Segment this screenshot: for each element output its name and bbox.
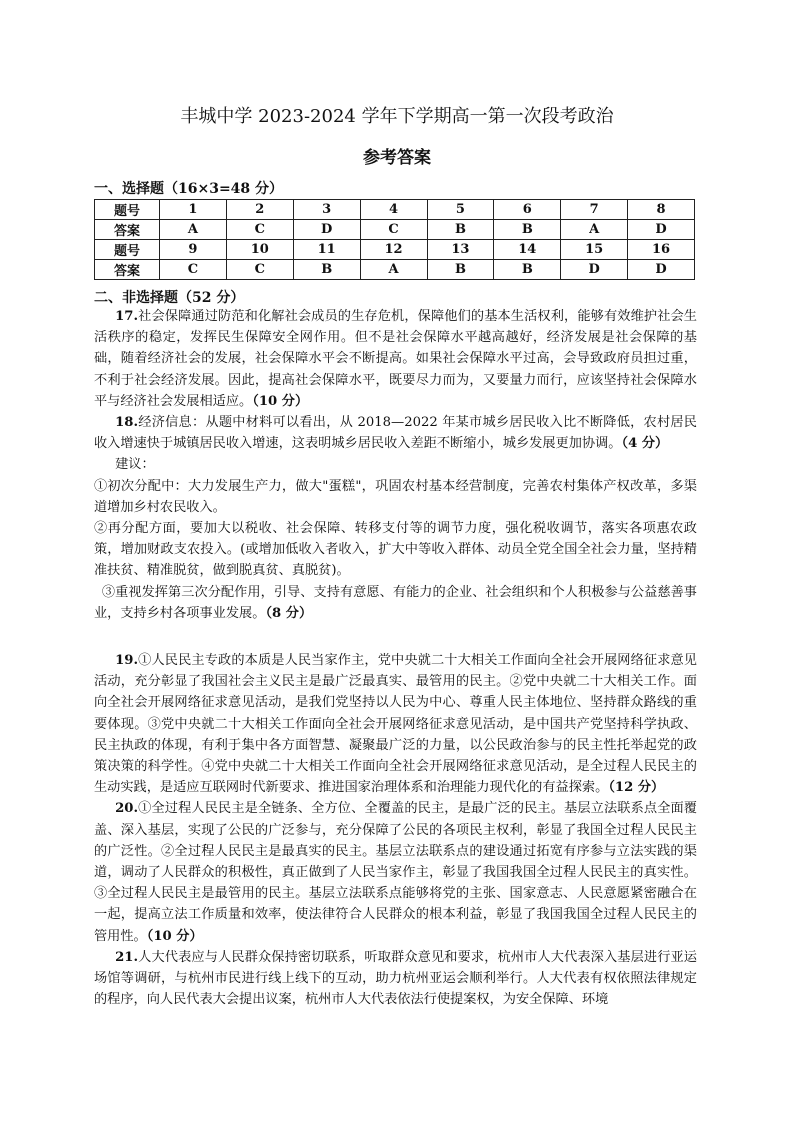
question-number: 17.: [115, 309, 139, 324]
question-number-cell: 2: [226, 200, 293, 220]
answer-cell: B: [494, 220, 561, 240]
question-number-cell: 1: [160, 200, 227, 220]
question-number-cell: 9: [160, 240, 227, 260]
question-number: 18.: [115, 415, 139, 431]
document-title: 丰城中学 2023-2024 学年下学期高一第一次段考政治: [180, 106, 614, 127]
question-number: 19.: [115, 653, 139, 669]
table-row: [95, 220, 695, 240]
answer-cell: D: [293, 220, 360, 240]
table-row: [95, 240, 695, 260]
answer-cell: C: [360, 220, 427, 240]
section-choice-heading: 一、选择题（16×3=48 分）: [94, 181, 284, 197]
answer-20: [94, 798, 697, 946]
essay-answers: [94, 306, 697, 1011]
advice-item-3: [94, 582, 697, 624]
question-number-cell: 16: [628, 240, 695, 260]
row-label-number: 题号: [95, 200, 160, 220]
answer-cell: A: [160, 220, 227, 240]
score-note: （12 分）: [608, 780, 665, 796]
row-label-answer: 答案: [95, 220, 160, 240]
answer-cell: A: [561, 220, 628, 240]
question-number-cell: 6: [494, 200, 561, 220]
answer-text: 经济信息：从题中材料可以看出，从 2018—2022 年某市城乡居民收入比不断降低，农村居民收入增速快于城镇居民收入增速，这表明城乡居民收入差距不断缩小，城乡发展更加协调。: [94, 415, 697, 452]
score-note: （8 分）: [265, 605, 313, 621]
document-subtitle: 参考答案: [363, 148, 431, 168]
score-note: （4 分）: [621, 436, 669, 452]
question-number-cell: 13: [427, 240, 494, 260]
question-number-cell: 15: [561, 240, 628, 260]
question-number-cell: 14: [494, 240, 561, 260]
advice-item-2: ②再分配方面，要加大以税收、社会保障、转移支付等的调节力度，强化税收调节，落实各项惠农政策，增加财政支农投入。(或增加低收入者收入，扩大中等收入群体、动员全党全国全社会力量，坚持精准扶贫、精准脱贫，做到脱真贫、真脱贫)。: [94, 521, 697, 579]
question-number-cell: 7: [561, 200, 628, 220]
spacer: [94, 624, 697, 650]
answer-17: [94, 306, 697, 412]
question-number-cell: 11: [293, 240, 360, 260]
answer-cell: B: [293, 260, 360, 280]
question-number-cell: 3: [293, 200, 360, 220]
answer-cell: C: [226, 220, 293, 240]
answer-text: ③重视发挥第三次分配作用，引导、支持有意愿、有能力的企业、社会组织和个人积极参与公益慈善事业，支持乡村各项事业发展。: [94, 584, 697, 621]
question-number-cell: 12: [360, 240, 427, 260]
answer-cell: D: [628, 260, 695, 280]
row-label-number: 题号: [95, 240, 160, 260]
answer-cell: B: [494, 260, 561, 280]
answer-cell: B: [427, 260, 494, 280]
question-number-cell: 5: [427, 200, 494, 220]
answer-cell: D: [628, 220, 695, 240]
answer-18: [94, 412, 697, 454]
answer-cell: C: [160, 260, 227, 280]
answer-cell: D: [561, 260, 628, 280]
question-number: 21.: [115, 949, 139, 965]
section-essay-heading: 二、非选择题（52 分）: [94, 290, 245, 306]
answer-19: [94, 650, 697, 798]
question-number-cell: 10: [226, 240, 293, 260]
answer-text: 社会保障通过防范和化解社会成员的生存危机，保障他们的基本生活权利，能够有效维护社会生活秩序的稳定，发挥民生保障安全网作用。但不是社会保障水平越高越好，经济发展是社会保障的基础，随着经济社会的发展，社会保障水平会不断提高。如果社会保障水平过高，会导致政府员担过重，不利于社会经济发展。因此，提高社会保障水平，既要尽力而为，又要量力而行，应该坚持社会保障水平与经济社会发展相适应。: [94, 309, 697, 409]
question-number-cell: 8: [628, 200, 695, 220]
table-row: [95, 200, 695, 220]
score-note: （10 分）: [252, 393, 309, 409]
row-label-answer: 答案: [95, 260, 160, 280]
score-note: （10 分）: [146, 928, 203, 944]
answer-21: [94, 947, 697, 1011]
answer-text: ①全过程人民民主是全链条、全方位、全覆盖的民主，是最广泛的民主。基层立法联系点全面覆盖、深入基层，实现了公民的广泛参与，充分保障了公民的各项民主权利，彰显了我国全过程人民民主的广泛性。②全过程人民民主是最真实的民主。基层立法联系点的建设通过拓宽有序参与立法实践的渠道，调动了人民群众的积极性，真正做到了人民当家作主，彰显了我国我国全过程人民民主的真实性。③全过程人民民主是最管用的民主。基层立法联系点能够将党的主张、国家意志、人民意愿紧密融合在一起，提高立法工作质量和效率，使法律符合人民群众的根本利益，彰显了我国我国全过程人民民主的管用性。: [94, 801, 697, 944]
answer-text: ①人民民主专政的本质是人民当家作主，党中央就二十大相关工作面向全社会开展网络征求意见活动，充分彰显了我国社会主义民主是最广泛最真实、最管用的民主。②党中央就二十大相关工作。面向全社会开展网络征求意见活动，是我们党坚持以人民为中心、尊重人民主体地位、坚持群众路线的重要体现。③党中央就二十大相关工作面向全社会开展网络征求意见活动，是中国共产党坚持科学执政、民主执政的体现，有利于集中各方面智慧、凝聚最广泛的力量，以公民政治参与的民主性托举起党的政策决策的科学性。④党中央就二十大相关工作面向全社会开展网络征求意见活动，是全过程人民民主的生动实践，是适应互联网时代新要求、推进国家治理体系和治理能力现代化的有益探索。: [94, 653, 697, 796]
table-row: [95, 260, 695, 280]
answer-cell: B: [427, 220, 494, 240]
question-number: 20.: [115, 801, 139, 817]
advice-item-1: ①初次分配中：大力发展生产力，做大"蛋糕"，巩固农村基本经营制度，完善农村集体产权改革，多渠道增加乡村农民收入。: [94, 478, 697, 515]
answer-table: [94, 199, 695, 280]
answer-cell: C: [226, 260, 293, 280]
answer-text: 人大代表应与人民群众保持密切联系，听取群众意见和要求，杭州市人大代表深入基层进行亚运场馆等调研，与杭州市民进行线上线下的互动，助力杭州亚运会顺利举行。人大代表有权依照法律规定的程序，向人民代表大会提出议案，杭州市人大代表依法行使提案权，为安全保障、环境: [94, 949, 697, 1008]
question-number-cell: 4: [360, 200, 427, 220]
answer-cell: A: [360, 260, 427, 280]
advice-label: 建议：: [115, 457, 155, 473]
